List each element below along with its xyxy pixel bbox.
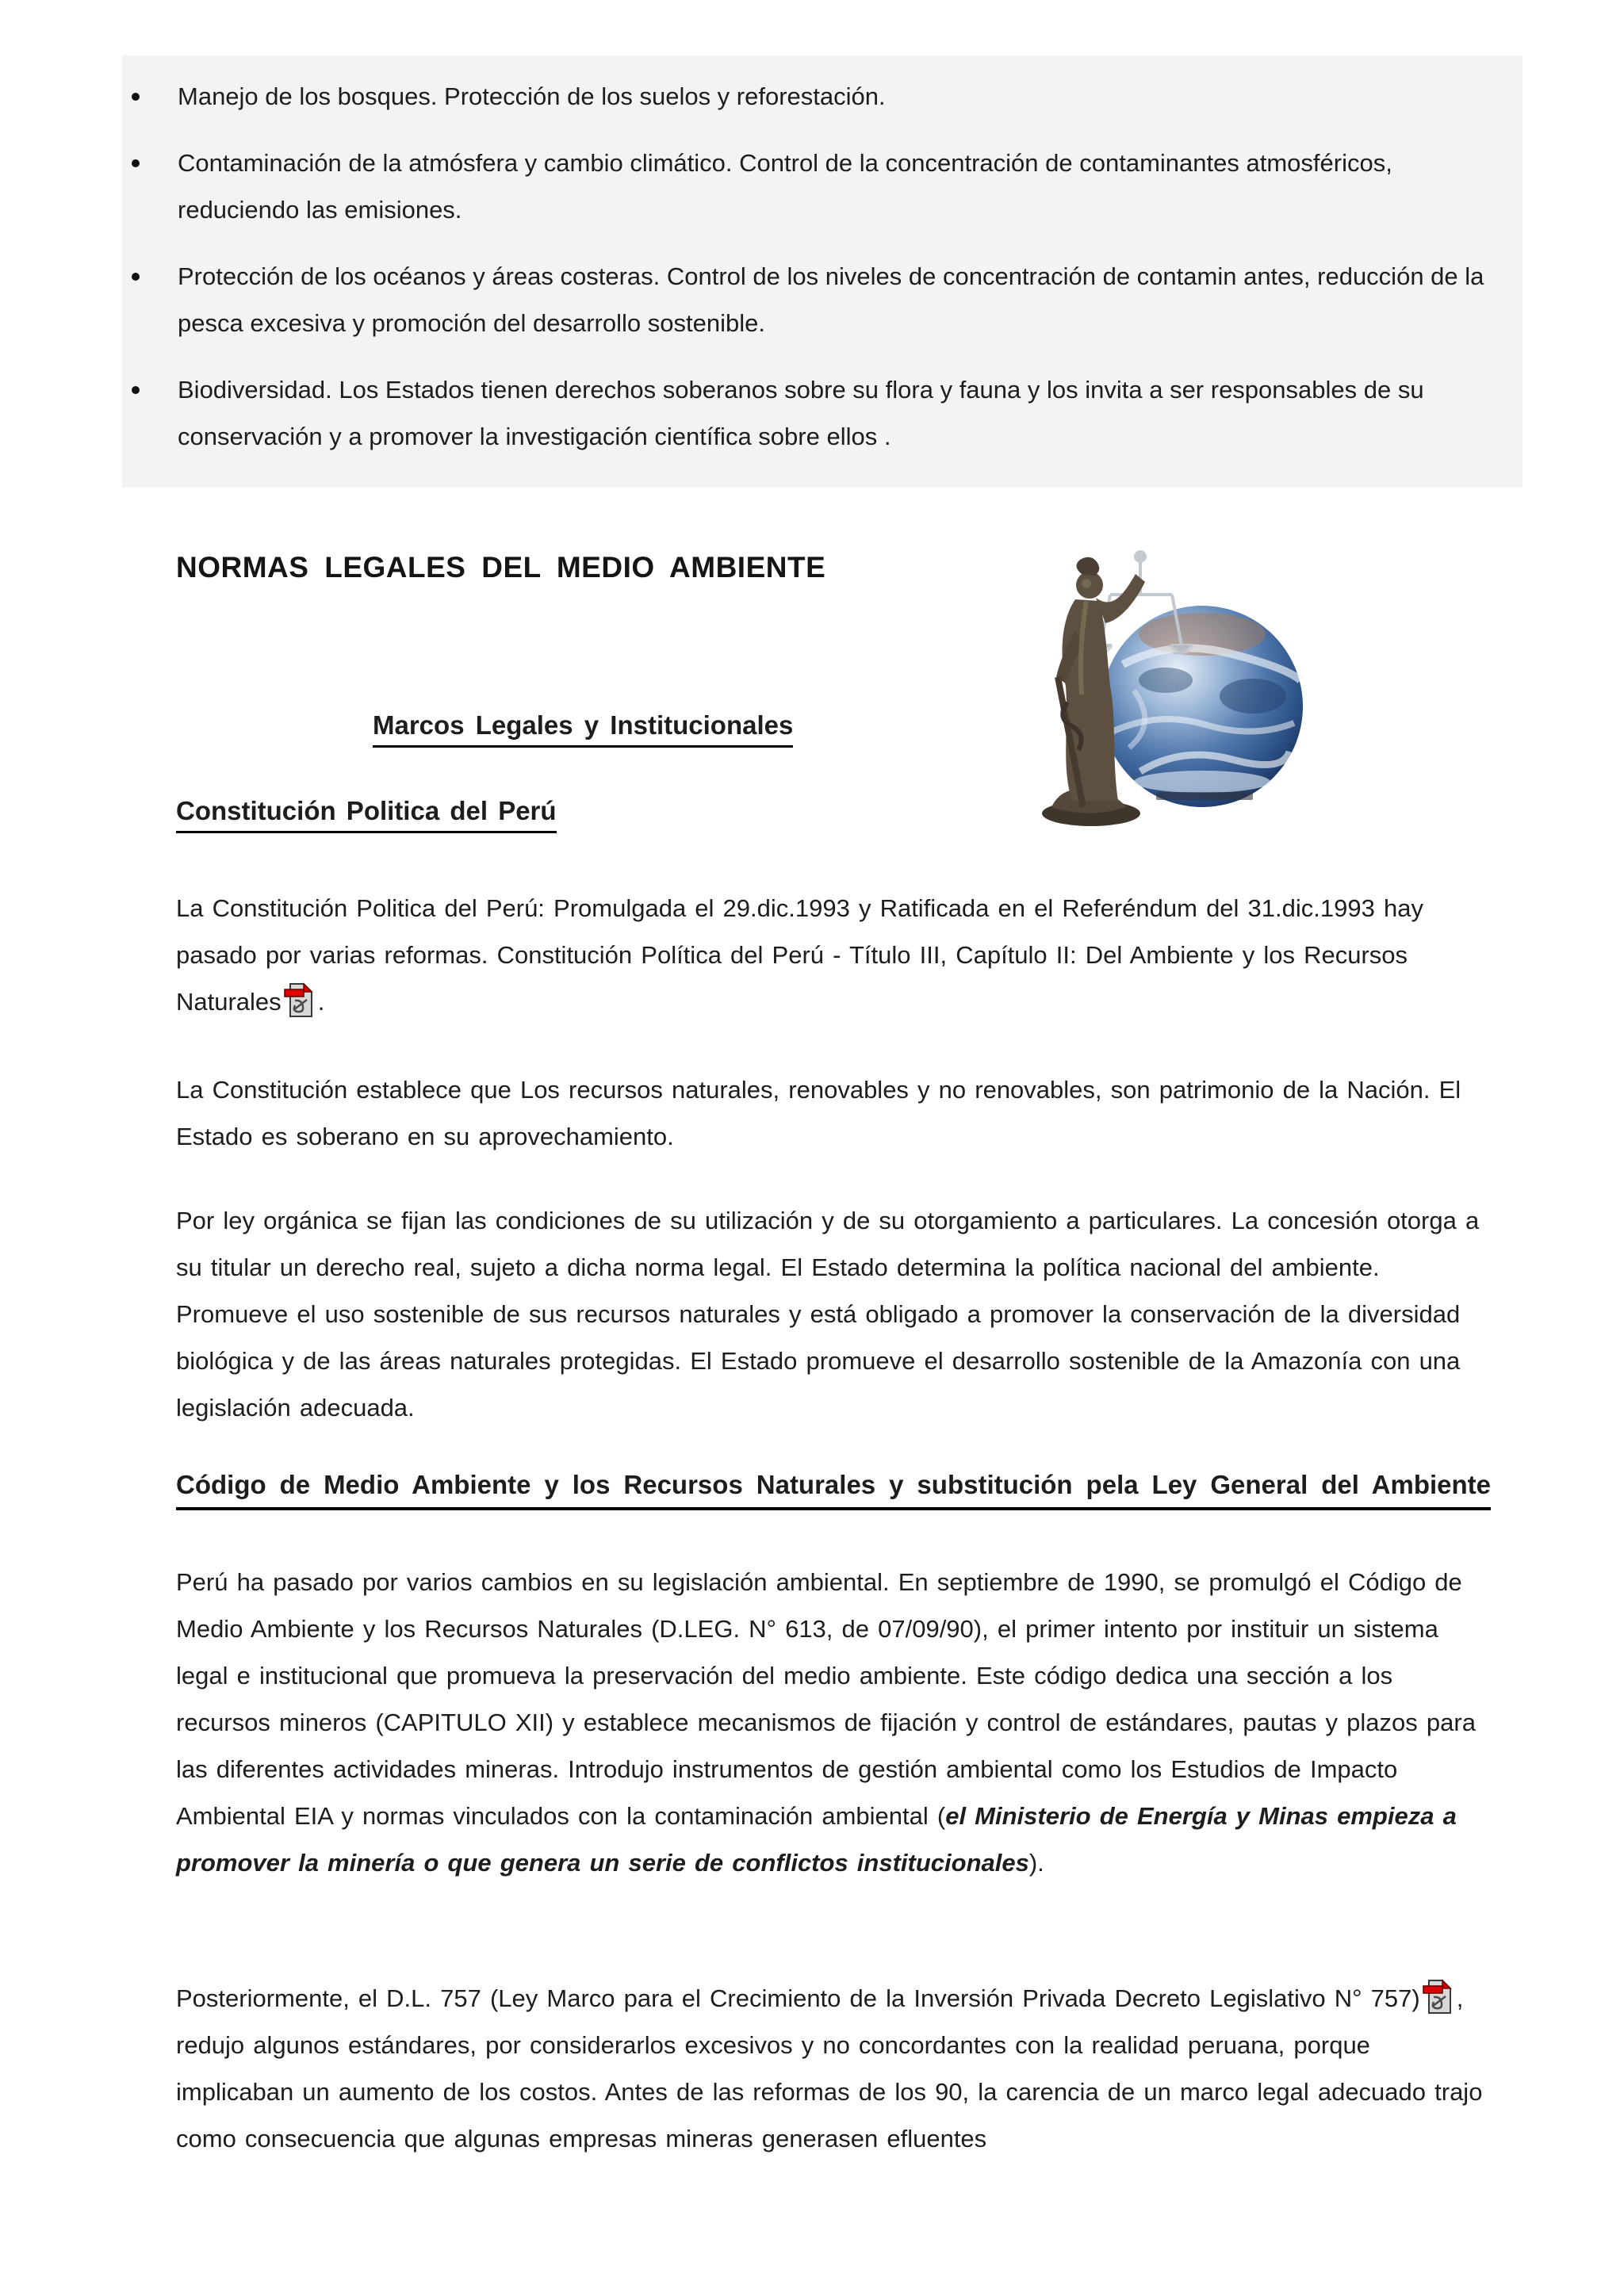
pdf-file-icon <box>1423 1978 1454 2015</box>
text-run: La Constitución Politica del Perú: Promulgada el 29.dic.1993 y Ratificada en el Referéndum del 31.dic.1993 hay pasado por varias reformas. Constitución Política del Perú - Título III, Capítulo II: Del Ambiente y los Recursos Naturales <box>176 894 1423 1016</box>
bullet-text: Protección de los océanos y áreas costeras. Control de los niveles de concentración de contamin antes, reducción de la pesca excesiva y promoción del desarrollo sostenible. <box>178 262 1484 337</box>
justice-earth-svg <box>1021 544 1308 834</box>
bullet-text: Contaminación de la atmósfera y cambio climático. Control de la concentración de contaminantes atmosféricos, reduciendo las emisiones. <box>178 149 1392 224</box>
emphasis-text: el Ministerio de Energía y Minas empieza a promover la minería o que genera un serie de conflictos institucionales <box>176 1802 1457 1877</box>
heading-constitucion-text: Constitución Politica del Perú <box>176 796 557 833</box>
heading-codigo: Código de Medio Ambiente y los Recursos Naturales y substitución pela Ley General del Ambiente <box>176 1470 1491 1510</box>
list-item <box>122 366 1491 460</box>
justice-earth-image <box>1021 544 1308 834</box>
bullet-text: Manejo de los bosques. Protección de los suelos y reforestación. <box>178 82 886 110</box>
bullet-dot-icon <box>132 93 140 101</box>
text-run: ). <box>1028 1849 1044 1877</box>
paragraph-dl757 <box>176 1975 1491 2162</box>
bullet-dot-icon <box>132 273 140 281</box>
paragraph-codigo <box>176 1559 1491 1886</box>
list-item <box>122 253 1491 346</box>
bullet-text: Biodiversidad. Los Estados tienen derechos soberanos sobre su flora y fauna y los invita a ser responsables de su conservación y a promover la investigación científica sobre ellos . <box>178 376 1424 450</box>
earth-globe-graphic <box>1101 606 1303 807</box>
text-run: . <box>317 988 325 1016</box>
text-run: Perú ha pasado por varios cambios en su legislación ambiental. En septiembre de 1990, se promulgó el Código de Medio Ambiente y los Recursos Naturales (D.LEG. N° 613, de 07/09/90), el primer intento por instituir un sistema legal e institucional que promueva la preservación del medio ambiente. Este código dedica una sección a los recursos mineros (CAPITULO XII) y establece mecanismos de fijación y control de estándares, pautas y plazos para las diferentes actividades mineras. Introdujo instrumentos de gestión ambiental como los Estudios de Impacto Ambiental EIA y normas vinculados con la contaminación ambiental ( <box>176 1568 1476 1830</box>
list-item <box>122 73 1491 120</box>
subtitle-text: Marcos Legales y Institucionales <box>373 710 793 748</box>
section-title: NORMAS LEGALES DEL MEDIO AMBIENTE <box>176 551 826 584</box>
paragraph-recursos: La Constitución establece que Los recursos naturales, renovables y no renovables, son patrimonio de la Nación. El Estado es soberano en su aprovechamiento. <box>176 1076 1461 1150</box>
paragraph-constitucion-intro <box>176 885 1491 1025</box>
pdf-attachment-icon[interactable] <box>1423 1978 1454 2015</box>
highlighted-bullet-list <box>122 55 1522 488</box>
paragraph-ley-organica: Por ley orgánica se fijan las condiciones de su utilización y de su otorgamiento a particulares. La concesión otorga a su titular un derecho real, sujeto a dicha norma legal. El Estado determina la política nacional del ambiente. Promueve el uso sostenible de sus recursos naturales y está obligado a promover la conservación de la diversidad biológica y de las áreas naturales protegidas. El Estado promueve el desarrollo sostenible de la Amazonía con una legislación adecuada. <box>176 1207 1480 1422</box>
text-run: Posteriormente, el D.L. 757 (Ley Marco para el Crecimiento de la Inversión Privada Decreto Legislativo N° 757) <box>176 1984 1420 2012</box>
pdf-file-icon <box>284 982 316 1019</box>
bullet-dot-icon <box>132 159 140 167</box>
pdf-attachment-icon[interactable] <box>284 982 316 1019</box>
heading-constitucion <box>176 796 557 833</box>
text-run: , redujo algunos estándares, por considerarlos excesivos y no concordantes con la realidad peruana, porque implicaban un aumento de los costos. Antes de las reformas de los 90, la carencia de un marco legal adecuado trajo como consecuencia que algunas empresas mineras generasen efluentes <box>176 1984 1483 2152</box>
bullet-dot-icon <box>132 386 140 394</box>
subtitle-heading <box>373 710 793 748</box>
list-item <box>122 140 1491 233</box>
